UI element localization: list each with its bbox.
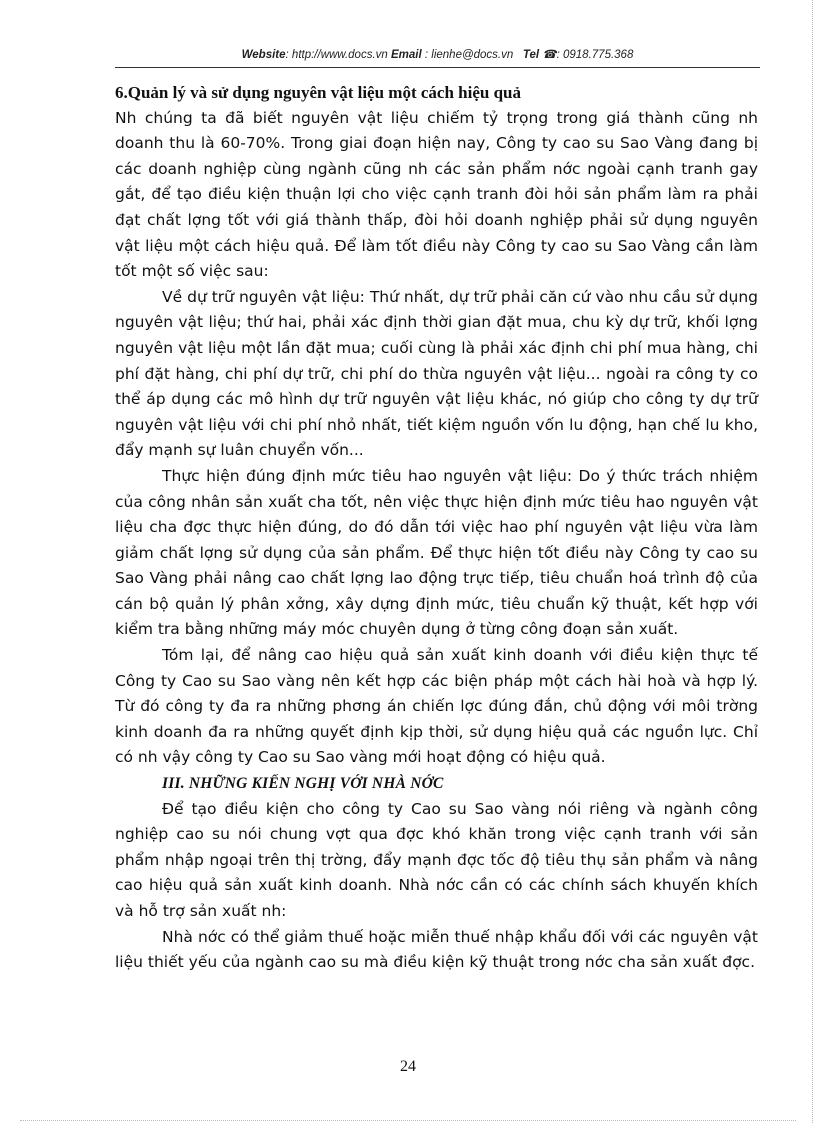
page-right-border (812, 0, 813, 1123)
page-header (115, 47, 760, 61)
paragraph-tax: Nhà nớc có thể giảm thuế hoặc miễn thuế nhập khẩu đối với các nguyên vật liệu thiết yếu của ngành cao su mà điều kiện kỹ thuật trong nớc cha sản xuất đợc. (115, 927, 758, 972)
tel-value: : 0918.775.368 (556, 49, 634, 61)
website-value: : http://www.docs.vn (285, 49, 388, 61)
website-label: Website (241, 49, 286, 61)
document-body (115, 80, 758, 976)
page-bottom-border (20, 1120, 796, 1121)
paragraph-summary: Tóm lại, để nâng cao hiệu quả sản xuất kinh doanh với điều kiện thực tế Công ty Cao su Sao vàng nên kết hợp các biện pháp một cách hài hoà và hợp lý. Từ đó công ty đa ra những phơng án chiến lợc đúng đắn, chủ động với môi trờng kinh doanh đa ra những quyết định kịp thời, sử dụng hiệu quả các nguồn lực. Chỉ có nh vậy công ty Cao su Sao vàng mới hoạt động có hiệu quả. (115, 646, 758, 767)
paragraph-state-support: Để tạo điều kiện cho công ty Cao su Sao vàng nói riêng và ngành công nghiệp cao su nói chung vợt qua đợc khó khăn trong việc cạnh tranh với sản phẩm nhập ngoại trên thị trờng, đẩy mạnh đợc tốc độ tiêu thụ sản phẩm và nâng cao hiệu quả sản xuất kinh doanh. Nhà nớc cần có các chính sách khuyến khích và hỗ trợ sản xuất nh: (115, 799, 758, 920)
phone-icon: ☎ (542, 49, 557, 61)
paragraph-inventory: Về dự trữ nguyên vật liệu: Thứ nhất, dự trữ phải căn cứ vào nhu cầu sử dụng nguyên vật liệu; thứ hai, phải xác định thời gian đặt mua, chu kỳ dự trữ, khối lợng nguyên vật liệu một lần đặt mua; cuối cùng là phải xác định chi phí mua hàng, chi phí đặt hàng, chi phí dự trữ, chi phí do thừa nguyên vật liệu... ngoài ra công ty co thể áp dụng các mô hình dự trữ nguyên vật liệu khác, nó giúp cho công ty dự trữ nguyên vật liệu với chi phí nhỏ nhất, tiết kiệm nguồn vốn lu động, hạn chế lu kho, đẩy mạnh sự luân chuyển vốn... (115, 287, 758, 460)
page-number: 24 (400, 1058, 416, 1075)
tel-label: Tel (522, 49, 540, 61)
header-divider (115, 67, 760, 68)
email-label: Email (391, 49, 422, 61)
section-title: 6.Quản lý và sử dụng nguyên vật liệu một cách hiệu quả (115, 83, 522, 102)
subheading-recommendations: III. NHỮNG KIẾN NGHỊ VỚI NHÀ NỚC (162, 775, 444, 793)
paragraph-consumption-norm: Thực hiện đúng định mức tiêu hao nguyên vật liệu: Do ý thức trách nhiệm của công nhân sản xuất cha tốt, nên việc thực hiện định mức tiêu hao nguyên vật liệu cha đợc thực hiện đúng, do đó dẫn tới việc hao phí nguyên vật liệu vừa làm giảm chất lợng sử dụng của sản phẩm. Để thực hiện tốt điều này Công ty cao su Sao Vàng phải nâng cao chất lợng lao động trực tiếp, tiêu chuẩn hoá trình độ của cán bộ quản lý phân xởng, xây dựng định mức, tiêu chuẩn kỹ thuật, kết hợp với kiểm tra bằng những máy móc chuyên dụng ở từng công đoạn sản xuất. (115, 466, 758, 639)
paragraph-intro: Nh chúng ta đã biết nguyên vật liệu chiếm tỷ trọng trong giá thành cũng nh doanh thu là 60-70%. Trong giai đoạn hiện nay, Công ty cao su Sao Vàng đang bị các doanh nghiệp cùng ngành cũng nh các sản phẩm nớc ngoài cạnh tranh gay gắt, để tạo điều kiện thuận lợi cho việc cạnh tranh đòi hỏi sản phẩm làm ra phải đạt chất lợng tốt với giá thành thấp, đòi hỏi doanh nghiệp phải sử dụng nguyên vật liệu một cách hiệu quả. Để làm tốt điều này Công ty cao su Sao Vàng cần làm tốt một số việc sau: (115, 108, 758, 281)
email-value: : lienhe@docs.vn (421, 49, 514, 61)
